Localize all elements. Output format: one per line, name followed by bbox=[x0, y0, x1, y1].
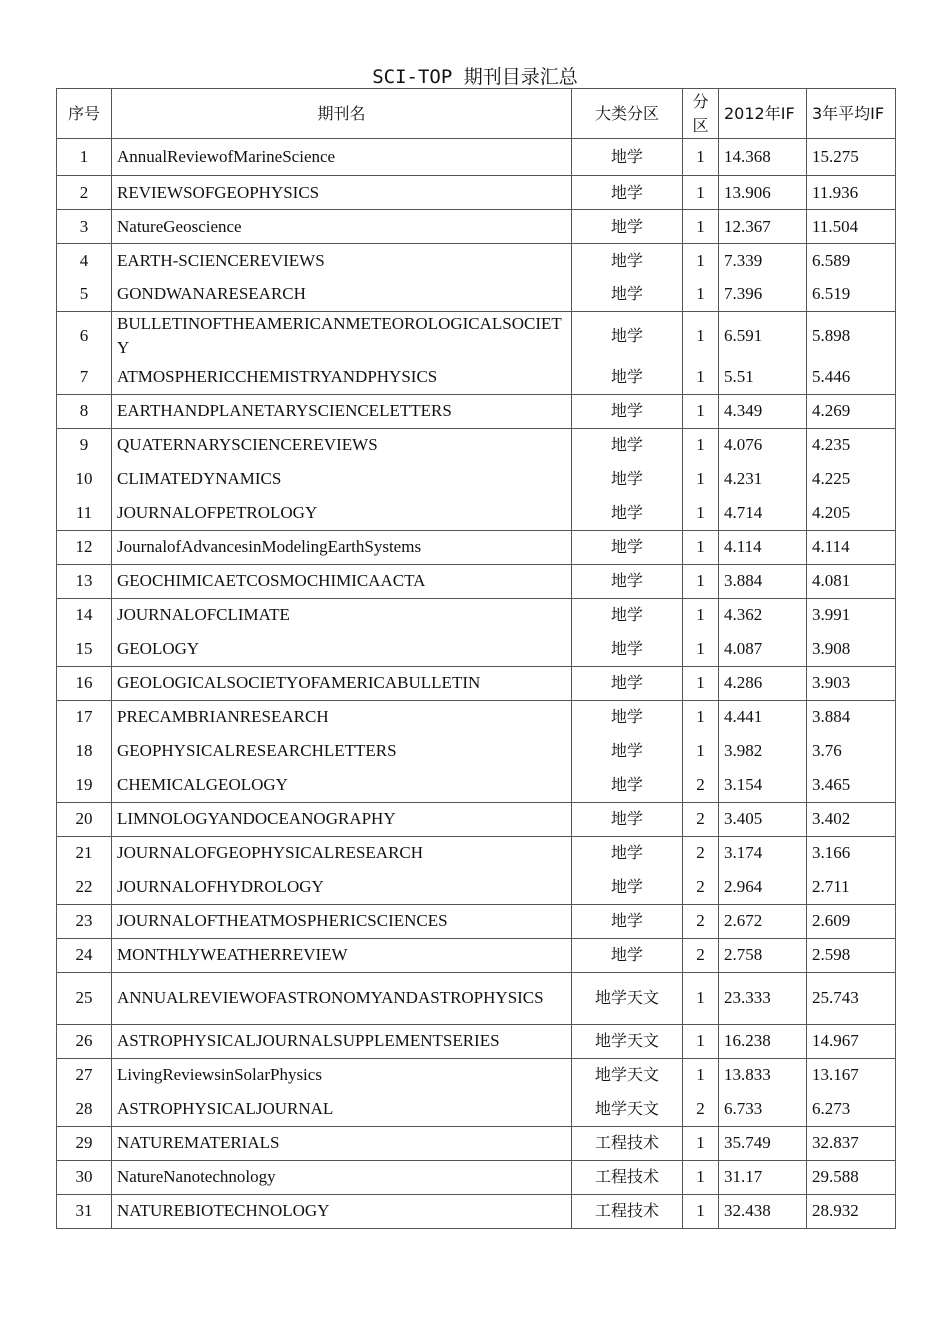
if-2012: 31.17 bbox=[719, 1160, 807, 1194]
if-2012: 4.286 bbox=[719, 666, 807, 700]
table-row bbox=[57, 1058, 896, 1092]
if-2012: 12.367 bbox=[719, 210, 807, 244]
if-3yr: 3.903 bbox=[807, 666, 896, 700]
if-3yr: 4.225 bbox=[807, 462, 896, 496]
row-no: 22 bbox=[57, 870, 112, 904]
row-no: 10 bbox=[57, 462, 112, 496]
journal-name: ATMOSPHERICCHEMISTRYANDPHYSICS bbox=[112, 360, 572, 394]
table-row bbox=[57, 530, 896, 564]
journal-name: GEOCHIMICAETCOSMOCHIMICAACTA bbox=[112, 564, 572, 598]
row-no: 27 bbox=[57, 1058, 112, 1092]
table-row bbox=[57, 700, 896, 734]
if-2012: 4.714 bbox=[719, 496, 807, 530]
if-2012: 4.349 bbox=[719, 394, 807, 428]
header-if-3yr: 3年平均IF bbox=[807, 89, 896, 139]
table-row bbox=[57, 802, 896, 836]
if-2012: 16.238 bbox=[719, 1024, 807, 1058]
if-3yr: 28.932 bbox=[807, 1194, 896, 1228]
zone: 1 bbox=[683, 700, 719, 734]
if-2012: 5.51 bbox=[719, 360, 807, 394]
if-3yr: 3.465 bbox=[807, 768, 896, 802]
if-3yr: 3.76 bbox=[807, 734, 896, 768]
table-row bbox=[57, 496, 896, 530]
if-3yr: 5.446 bbox=[807, 360, 896, 394]
if-3yr: 14.967 bbox=[807, 1024, 896, 1058]
zone: 1 bbox=[683, 210, 719, 244]
journal-name: GONDWANARESEARCH bbox=[112, 278, 572, 312]
journal-name: EARTHANDPLANETARYSCIENCELETTERS bbox=[112, 394, 572, 428]
table-row bbox=[57, 360, 896, 394]
zone: 1 bbox=[683, 244, 719, 278]
row-no: 31 bbox=[57, 1194, 112, 1228]
if-3yr: 3.908 bbox=[807, 632, 896, 666]
category: 地学 bbox=[572, 564, 683, 598]
journal-name: JOURNALOFHYDROLOGY bbox=[112, 870, 572, 904]
if-2012: 7.339 bbox=[719, 244, 807, 278]
table-header-row bbox=[57, 89, 896, 139]
journal-name: JOURNALOFTHEATMOSPHERICSCIENCES bbox=[112, 904, 572, 938]
category: 地学天文 bbox=[572, 972, 683, 1024]
if-2012: 13.906 bbox=[719, 176, 807, 210]
if-3yr: 4.081 bbox=[807, 564, 896, 598]
zone: 1 bbox=[683, 278, 719, 312]
table-row bbox=[57, 666, 896, 700]
zone: 1 bbox=[683, 428, 719, 462]
category: 地学 bbox=[572, 176, 683, 210]
journal-name: GEOLOGICALSOCIETYOFAMERICABULLETIN bbox=[112, 666, 572, 700]
if-2012: 4.087 bbox=[719, 632, 807, 666]
table-row bbox=[57, 598, 896, 632]
zone: 2 bbox=[683, 1092, 719, 1126]
category: 地学 bbox=[572, 598, 683, 632]
table-row bbox=[57, 428, 896, 462]
category: 地学 bbox=[572, 666, 683, 700]
row-no: 9 bbox=[57, 428, 112, 462]
row-no: 7 bbox=[57, 360, 112, 394]
if-3yr: 5.898 bbox=[807, 312, 896, 361]
if-3yr: 4.235 bbox=[807, 428, 896, 462]
if-2012: 23.333 bbox=[719, 972, 807, 1024]
category: 地学 bbox=[572, 632, 683, 666]
category: 地学 bbox=[572, 734, 683, 768]
row-no: 3 bbox=[57, 210, 112, 244]
row-no: 16 bbox=[57, 666, 112, 700]
category: 地学 bbox=[572, 870, 683, 904]
row-no: 26 bbox=[57, 1024, 112, 1058]
row-no: 6 bbox=[57, 312, 112, 361]
zone: 1 bbox=[683, 666, 719, 700]
row-no: 28 bbox=[57, 1092, 112, 1126]
if-3yr: 13.167 bbox=[807, 1058, 896, 1092]
table-row bbox=[57, 904, 896, 938]
journal-name: NATUREMATERIALS bbox=[112, 1126, 572, 1160]
journal-name: MONTHLYWEATHERREVIEW bbox=[112, 938, 572, 972]
table-row bbox=[57, 278, 896, 312]
journal-name: GEOPHYSICALRESEARCHLETTERS bbox=[112, 734, 572, 768]
table-row bbox=[57, 176, 896, 210]
table-row bbox=[57, 1194, 896, 1228]
table-row bbox=[57, 1092, 896, 1126]
zone: 1 bbox=[683, 1160, 719, 1194]
category: 地学 bbox=[572, 210, 683, 244]
zone: 1 bbox=[683, 598, 719, 632]
category: 地学 bbox=[572, 938, 683, 972]
journal-name: ANNUALREVIEWOFASTRONOMYANDASTROPHYSICS bbox=[112, 972, 572, 1024]
zone: 1 bbox=[683, 496, 719, 530]
journal-name: JournalofAdvancesinModelingEarthSystems bbox=[112, 530, 572, 564]
category: 地学 bbox=[572, 802, 683, 836]
category: 地学 bbox=[572, 462, 683, 496]
row-no: 19 bbox=[57, 768, 112, 802]
row-no: 21 bbox=[57, 836, 112, 870]
if-3yr: 3.166 bbox=[807, 836, 896, 870]
zone: 1 bbox=[683, 1194, 719, 1228]
if-2012: 3.154 bbox=[719, 768, 807, 802]
zone: 1 bbox=[683, 972, 719, 1024]
journal-name: AnnualReviewofMarineScience bbox=[112, 139, 572, 176]
table-row bbox=[57, 1160, 896, 1194]
if-3yr: 15.275 bbox=[807, 139, 896, 176]
category: 地学 bbox=[572, 496, 683, 530]
category: 地学 bbox=[572, 530, 683, 564]
if-2012: 4.231 bbox=[719, 462, 807, 496]
row-no: 1 bbox=[57, 139, 112, 176]
if-2012: 4.441 bbox=[719, 700, 807, 734]
journal-name: JOURNALOFCLIMATE bbox=[112, 598, 572, 632]
journal-name: NatureNanotechnology bbox=[112, 1160, 572, 1194]
journal-table bbox=[56, 88, 896, 1229]
if-3yr: 11.936 bbox=[807, 176, 896, 210]
table-row bbox=[57, 462, 896, 496]
row-no: 12 bbox=[57, 530, 112, 564]
row-no: 20 bbox=[57, 802, 112, 836]
zone: 2 bbox=[683, 938, 719, 972]
if-3yr: 3.884 bbox=[807, 700, 896, 734]
table-row bbox=[57, 244, 896, 278]
category: 地学 bbox=[572, 312, 683, 361]
zone: 1 bbox=[683, 632, 719, 666]
category: 工程技术 bbox=[572, 1126, 683, 1160]
journal-name: JOURNALOFPETROLOGY bbox=[112, 496, 572, 530]
row-no: 23 bbox=[57, 904, 112, 938]
journal-name: JOURNALOFGEOPHYSICALRESEARCH bbox=[112, 836, 572, 870]
if-2012: 4.076 bbox=[719, 428, 807, 462]
zone: 1 bbox=[683, 176, 719, 210]
table-row bbox=[57, 972, 896, 1024]
if-2012: 3.884 bbox=[719, 564, 807, 598]
row-no: 5 bbox=[57, 278, 112, 312]
journal-name: ASTROPHYSICALJOURNAL bbox=[112, 1092, 572, 1126]
zone: 2 bbox=[683, 836, 719, 870]
table-row bbox=[57, 564, 896, 598]
header-zone: 分区 bbox=[683, 89, 719, 139]
category: 工程技术 bbox=[572, 1194, 683, 1228]
zone: 1 bbox=[683, 462, 719, 496]
category: 地学 bbox=[572, 139, 683, 176]
if-3yr: 6.519 bbox=[807, 278, 896, 312]
row-no: 24 bbox=[57, 938, 112, 972]
if-2012: 3.174 bbox=[719, 836, 807, 870]
journal-name: BULLETINOFTHEAMERICANMETEOROLOGICALSOCIETY bbox=[112, 312, 572, 361]
page-title: SCI-TOP 期刊目录汇总 bbox=[372, 66, 578, 88]
row-no: 29 bbox=[57, 1126, 112, 1160]
row-no: 30 bbox=[57, 1160, 112, 1194]
table-row bbox=[57, 768, 896, 802]
journal-name: GEOLOGY bbox=[112, 632, 572, 666]
table-row bbox=[57, 312, 896, 361]
table-row bbox=[57, 938, 896, 972]
row-no: 8 bbox=[57, 394, 112, 428]
if-2012: 35.749 bbox=[719, 1126, 807, 1160]
zone: 1 bbox=[683, 564, 719, 598]
table-row bbox=[57, 139, 896, 176]
if-3yr: 2.609 bbox=[807, 904, 896, 938]
zone: 1 bbox=[683, 1126, 719, 1160]
row-no: 14 bbox=[57, 598, 112, 632]
zone: 1 bbox=[683, 1024, 719, 1058]
journal-name: LIMNOLOGYANDOCEANOGRAPHY bbox=[112, 802, 572, 836]
if-3yr: 4.269 bbox=[807, 394, 896, 428]
if-2012: 6.733 bbox=[719, 1092, 807, 1126]
category: 地学天文 bbox=[572, 1092, 683, 1126]
journal-name: LivingReviewsinSolarPhysics bbox=[112, 1058, 572, 1092]
row-no: 18 bbox=[57, 734, 112, 768]
journal-name: NatureGeoscience bbox=[112, 210, 572, 244]
zone: 1 bbox=[683, 312, 719, 361]
journal-name: REVIEWSOFGEOPHYSICS bbox=[112, 176, 572, 210]
journal-name: ASTROPHYSICALJOURNALSUPPLEMENTSERIES bbox=[112, 1024, 572, 1058]
if-2012: 14.368 bbox=[719, 139, 807, 176]
zone: 1 bbox=[683, 360, 719, 394]
row-no: 4 bbox=[57, 244, 112, 278]
table-row bbox=[57, 394, 896, 428]
zone: 1 bbox=[683, 734, 719, 768]
table-body bbox=[57, 139, 896, 1229]
row-no: 11 bbox=[57, 496, 112, 530]
if-3yr: 4.114 bbox=[807, 530, 896, 564]
category: 地学 bbox=[572, 904, 683, 938]
category: 地学 bbox=[572, 700, 683, 734]
if-3yr: 2.711 bbox=[807, 870, 896, 904]
zone: 1 bbox=[683, 394, 719, 428]
if-3yr: 4.205 bbox=[807, 496, 896, 530]
if-2012: 3.405 bbox=[719, 802, 807, 836]
header-name: 期刊名 bbox=[112, 89, 572, 139]
zone: 2 bbox=[683, 802, 719, 836]
row-no: 15 bbox=[57, 632, 112, 666]
if-2012: 7.396 bbox=[719, 278, 807, 312]
zone: 1 bbox=[683, 530, 719, 564]
journal-name: CLIMATEDYNAMICS bbox=[112, 462, 572, 496]
if-2012: 4.362 bbox=[719, 598, 807, 632]
if-3yr: 11.504 bbox=[807, 210, 896, 244]
if-2012: 32.438 bbox=[719, 1194, 807, 1228]
table-row bbox=[57, 632, 896, 666]
journal-name: NATUREBIOTECHNOLOGY bbox=[112, 1194, 572, 1228]
if-3yr: 6.273 bbox=[807, 1092, 896, 1126]
table-row bbox=[57, 1024, 896, 1058]
if-2012: 2.672 bbox=[719, 904, 807, 938]
row-no: 25 bbox=[57, 972, 112, 1024]
if-2012: 6.591 bbox=[719, 312, 807, 361]
if-3yr: 3.991 bbox=[807, 598, 896, 632]
journal-name: PRECAMBRIANRESEARCH bbox=[112, 700, 572, 734]
journal-name: CHEMICALGEOLOGY bbox=[112, 768, 572, 802]
table-row bbox=[57, 836, 896, 870]
category: 地学 bbox=[572, 278, 683, 312]
category: 地学 bbox=[572, 360, 683, 394]
if-2012: 2.758 bbox=[719, 938, 807, 972]
header-if-2012: 2012年IF bbox=[719, 89, 807, 139]
if-3yr: 29.588 bbox=[807, 1160, 896, 1194]
zone: 2 bbox=[683, 768, 719, 802]
table-row bbox=[57, 210, 896, 244]
zone: 1 bbox=[683, 1058, 719, 1092]
zone: 1 bbox=[683, 139, 719, 176]
row-no: 17 bbox=[57, 700, 112, 734]
zone: 2 bbox=[683, 870, 719, 904]
if-3yr: 32.837 bbox=[807, 1126, 896, 1160]
if-2012: 13.833 bbox=[719, 1058, 807, 1092]
table-row bbox=[57, 734, 896, 768]
if-3yr: 25.743 bbox=[807, 972, 896, 1024]
if-2012: 3.982 bbox=[719, 734, 807, 768]
category: 地学 bbox=[572, 836, 683, 870]
if-3yr: 2.598 bbox=[807, 938, 896, 972]
table-row bbox=[57, 870, 896, 904]
category: 地学天文 bbox=[572, 1024, 683, 1058]
row-no: 2 bbox=[57, 176, 112, 210]
category: 地学 bbox=[572, 244, 683, 278]
if-3yr: 6.589 bbox=[807, 244, 896, 278]
journal-name: QUATERNARYSCIENCEREVIEWS bbox=[112, 428, 572, 462]
category: 地学 bbox=[572, 428, 683, 462]
table-row bbox=[57, 1126, 896, 1160]
category: 地学 bbox=[572, 394, 683, 428]
journal-name: EARTH-SCIENCEREVIEWS bbox=[112, 244, 572, 278]
zone: 2 bbox=[683, 904, 719, 938]
if-2012: 2.964 bbox=[719, 870, 807, 904]
header-category: 大类分区 bbox=[572, 89, 683, 139]
row-no: 13 bbox=[57, 564, 112, 598]
header-no: 序号 bbox=[57, 89, 112, 139]
category: 工程技术 bbox=[572, 1160, 683, 1194]
category: 地学 bbox=[572, 768, 683, 802]
category: 地学天文 bbox=[572, 1058, 683, 1092]
if-2012: 4.114 bbox=[719, 530, 807, 564]
if-3yr: 3.402 bbox=[807, 802, 896, 836]
